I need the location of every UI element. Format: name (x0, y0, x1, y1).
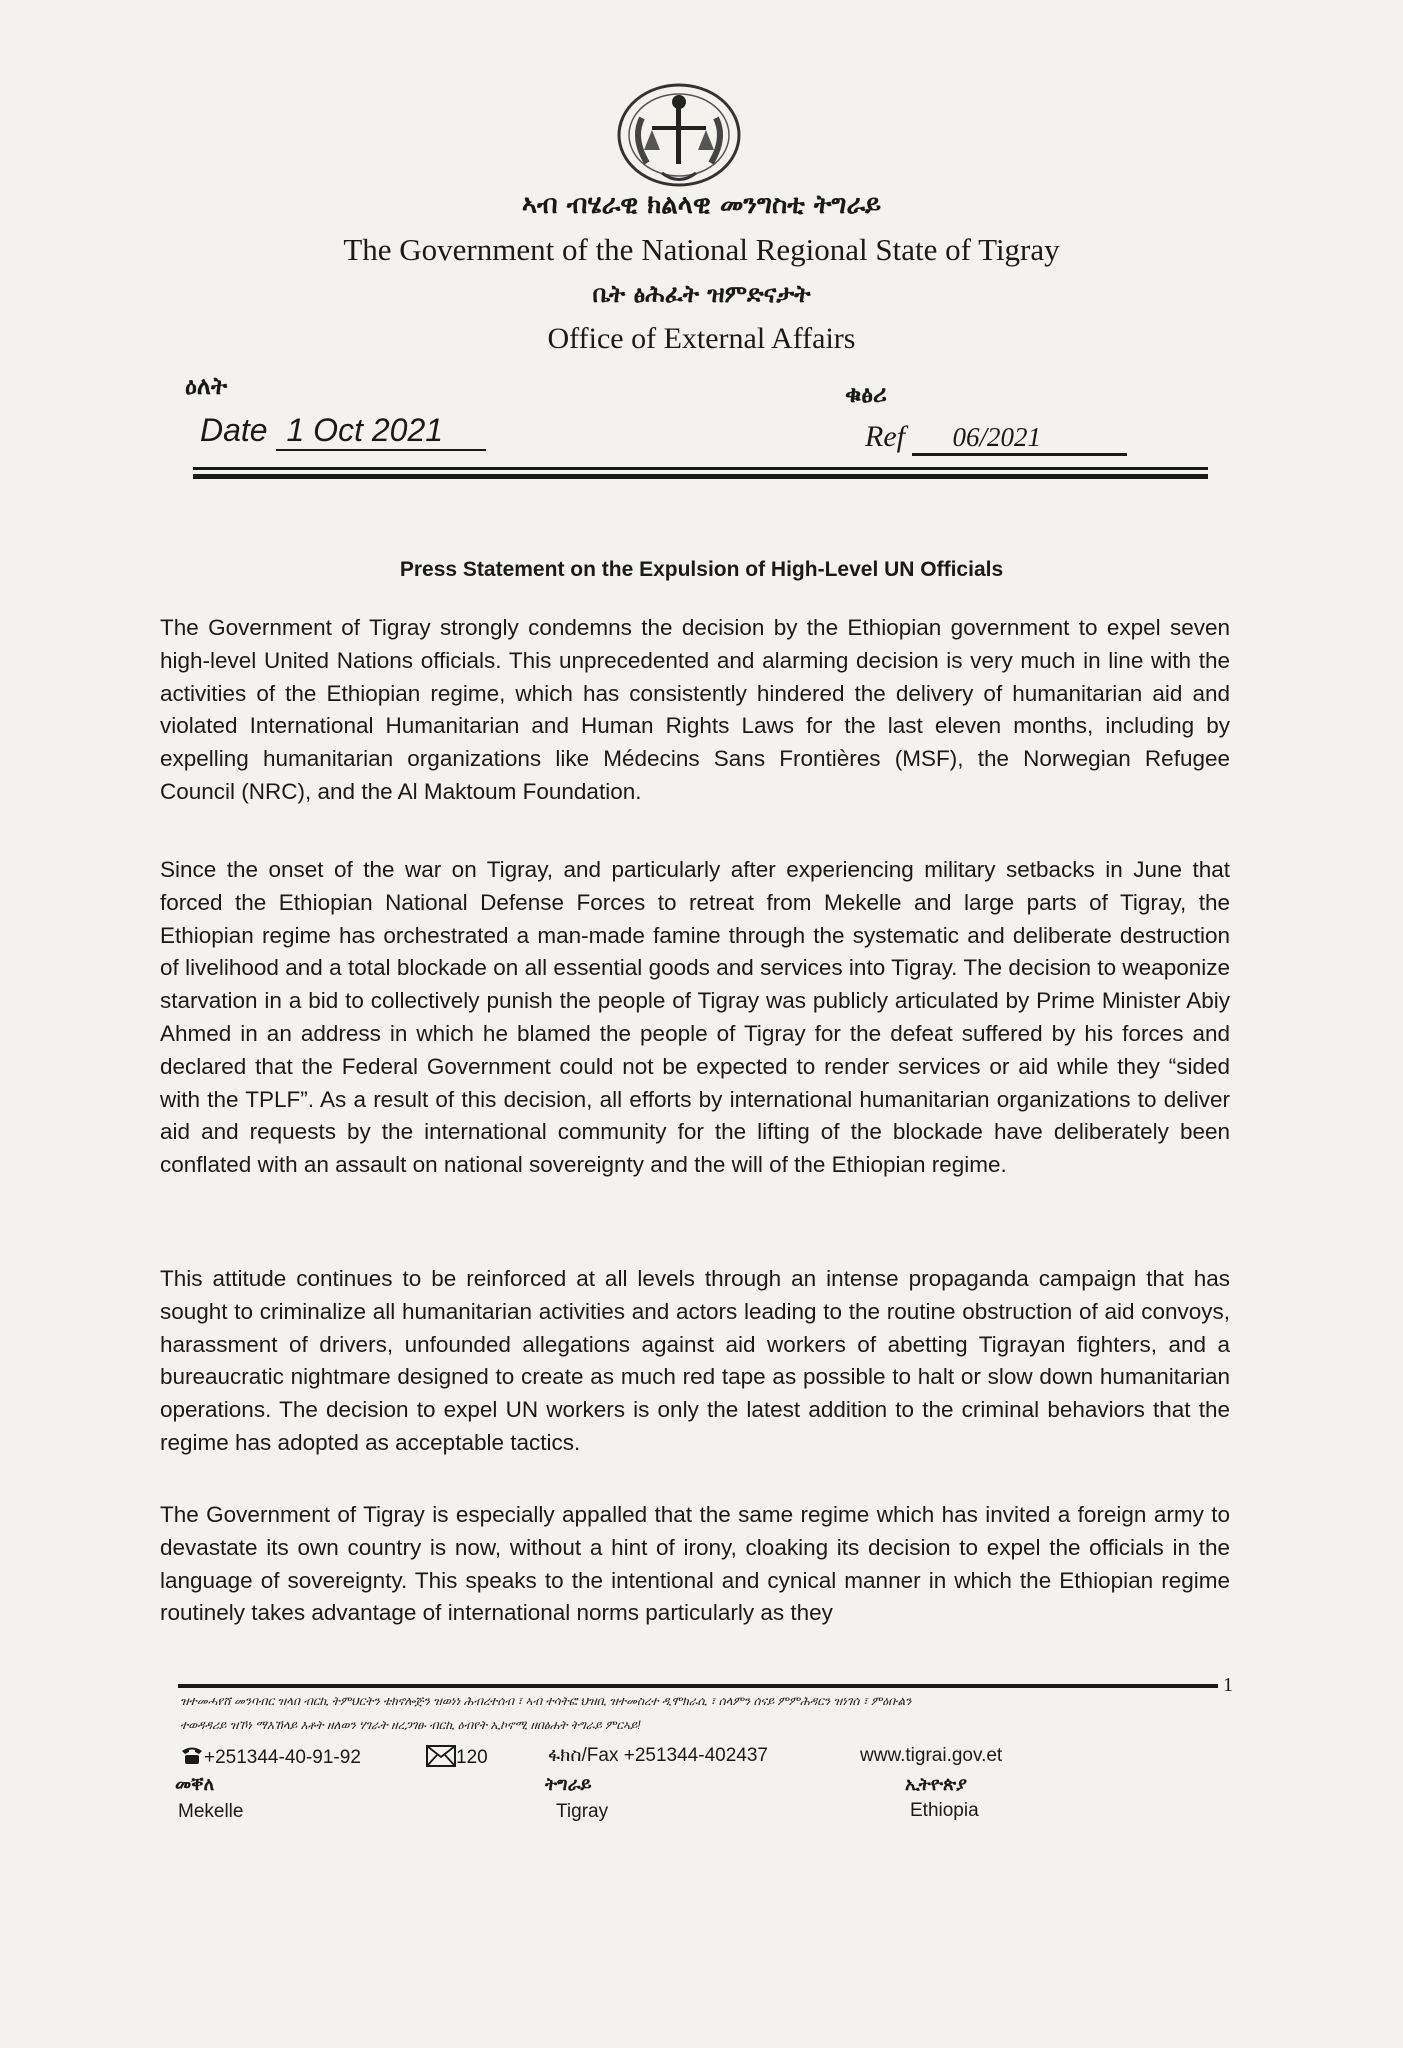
date-field (200, 412, 486, 451)
mail-icon (426, 1745, 456, 1773)
paragraph: The Government of Tigray strongly condemns the decision by the Ethiopian government to expel seven high-level United Nations officials. This unprecedented and alarming decision is very much in line with the activities of the Ethiopian regime, which has consistently hindered the delivery of humanitarian aid and violated International Humanitarian and Human Rights Laws for the last eleven months, including by expelling humanitarian organizations like Médecins Sans Frontières (MSF), the Norwegian Refugee Council (NRC), and the Al Maktoum Foundation. (160, 615, 1230, 804)
pobox-contact (426, 1745, 488, 1773)
ref-field (865, 420, 1127, 456)
page-number: 1 (1223, 1674, 1233, 1696)
pobox-number: 120 (456, 1747, 488, 1768)
date-label: Date (200, 412, 268, 448)
country: Ethiopia (910, 1800, 979, 1821)
header-divider-thick (193, 474, 1208, 479)
government-name: The Government of the National Regional State of Tigray (343, 232, 1060, 267)
ref-label-amharic: ቁፅሪ (845, 380, 887, 408)
tigray-emblem-icon (612, 78, 747, 198)
paragraph: Since the onset of the war on Tigray, and particularly after experiencing military setbacks in June that forced the Ethiopian National Defense Forces to retreat from Mekelle and large parts of Tigray, the Ethiopian regime has orchestrated a man-made famine through the systematic and deliberate destruction of livelihood and a total blockade on all essential goods and services into Tigray. The decision to weaponize starvation in a bid to collectively punish the people of Tigray was publicly articulated by Prime Minister Abiy Ahmed in an address in which he blamed the people of Tigray for the defeat suffered by his forces and declared that the Federal Government could not be expected to render services or aid while they “sided with the TPLF”. As a result of this decision, all efforts by international humanitarian organizations to deliver aid and requests by the international community for the lifting of the blockade have deliberately been conflated with an assault on national sovereignty and the will of the Ethiopian regime. (160, 857, 1230, 1178)
city-amharic: መቐለ (175, 1774, 215, 1795)
footer-motto-line: ተወዳዳሪይ ዝኾነ ማእኸላይ እቶት ዘለወን ሃገራት ዘረጋገፁ ብርኪ ዕብየት ኢኮኖሚ ዘበፅሐት ትግራይ ምርኣይ! (180, 1718, 641, 1732)
ref-label: Ref (865, 420, 905, 453)
statement-title: Press Statement on the Expulsion of High-Level UN Officials (399, 558, 1004, 581)
paragraph: This attitude continues to be reinforced at all levels through an intense propaganda campaign that has sought to criminalize all humanitarian activities and actors leading to the routine obstruction of aid convoys, harassment of drivers, unfounded allegations against aid workers of abetting Tigrayan fighters, and a bureaucratic nightmare designed to create as much red tape as possible to halt or slow down humanitarian operations. The decision to expel UN workers is only the latest addition to the criminal behaviors that the regime has adopted as acceptable tactics. (160, 1266, 1230, 1455)
government-name-amharic: ኣብ ብሄራዊ ክልላዊ መንግስቲ ትግራይ (521, 190, 882, 220)
website-link[interactable]: www.tigrai.gov.et (860, 1745, 1003, 1766)
city: Mekelle (178, 1801, 244, 1822)
region-amharic: ትግራይ (545, 1774, 592, 1795)
ref-value: 06/2021 (912, 422, 1127, 456)
office-name-amharic: ቤት ፅሕፈት ዝምድናታት (592, 280, 811, 308)
footer-motto-line: ዝተመሓየሸ መንባብር ዝላበ ብርኪ ትምህርትን ቴክኖሎጅን ዝወነነ ሕብረተሰብ ፣ ኣብ ተሳትፎ ህዝቢ ዝተመስረተ ዲሞክራሲ ፣ ሰላምን ሰናይ ምምሕዳርን ዝነገሰ ፣ ምዕቡልን (180, 1694, 912, 1708)
footer-divider (178, 1684, 1218, 1688)
telephone-icon (180, 1745, 204, 1771)
country-amharic: ኢትዮጵያ (905, 1774, 968, 1795)
date-value: 1 Oct 2021 (276, 412, 486, 451)
header-divider (193, 467, 1208, 470)
office-name: Office of External Affairs (547, 322, 856, 355)
phone-contact (180, 1745, 361, 1771)
fax-number: ፋክስ/Fax +251344-402437 (548, 1745, 768, 1766)
phone-number: +251344-40-91-92 (204, 1747, 361, 1768)
region: Tigray (556, 1801, 609, 1822)
paragraph: The Government of Tigray is especially appalled that the same regime which has invited a foreign army to devastate its own country is now, without a hint of irony, cloaking its decision to expel the officials in the language of sovereignty. This speaks to the intentional and cynical manner in which the Ethiopian regime routinely takes advantage of international norms particularly as they (160, 1502, 1230, 1626)
date-label-amharic: ዕለት (185, 372, 228, 400)
